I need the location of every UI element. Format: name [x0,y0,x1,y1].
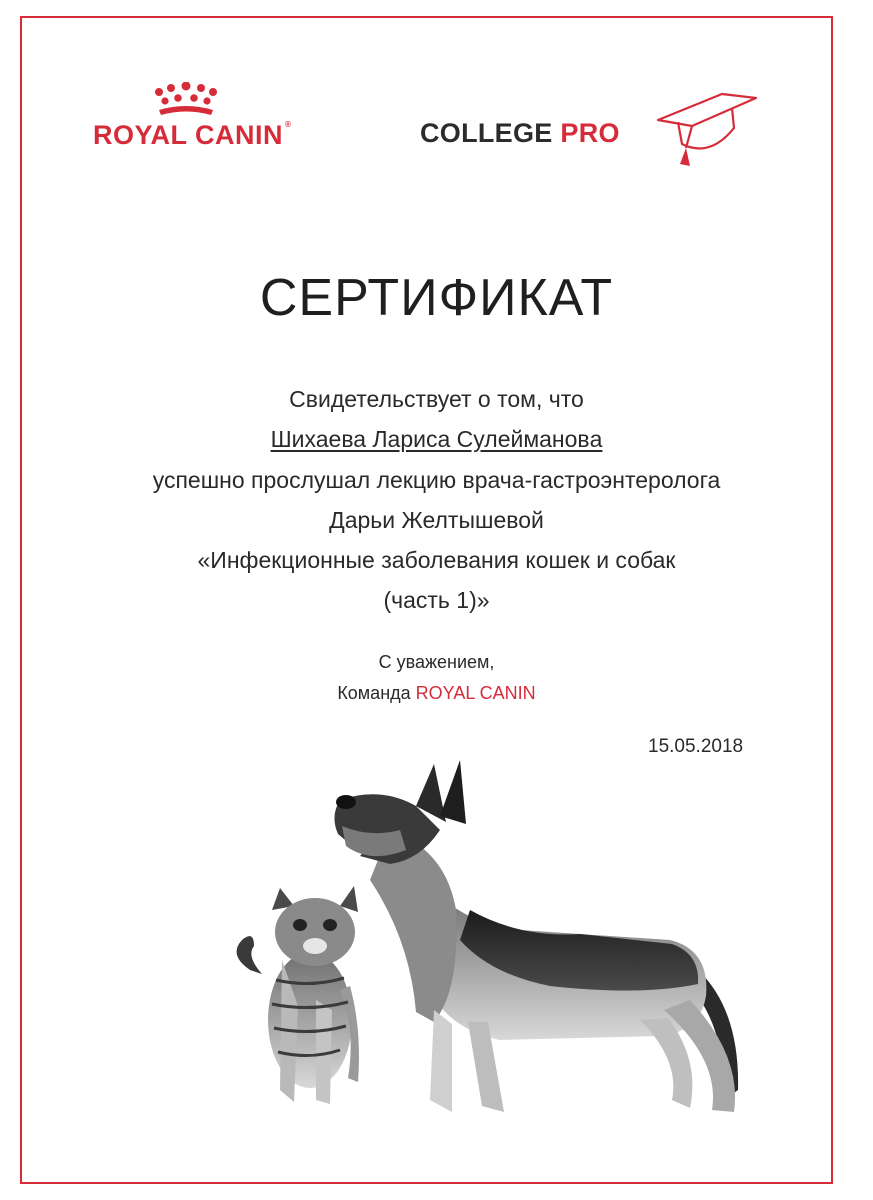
crown-icon [151,82,221,116]
cat-and-dog-illustration [220,760,780,1130]
lecture-text: успешно прослушал лекцию врача-гастроэнтеролога [152,467,721,493]
attestation-text: Свидетельствует о том, что [289,386,584,412]
lecturer-name: Дарьи Желтышевой [329,507,544,533]
recipient-name: Шихаева Лариса Сулеймановa [270,426,603,452]
cat-figure [237,886,359,1104]
course-title-line1: «Инфекционные заболевания кошек и собак [197,547,676,573]
royal-canin-logo [93,82,293,152]
college-pro-wordmark: COLLEGE PRO [420,118,620,148]
royal-canin-wordmark: ROYAL CANIN ® [93,120,292,150]
team-signature: Команда ROYAL CANIN [337,683,536,703]
college-pro-logo [420,88,760,168]
graduation-cap-icon [652,88,762,170]
certificate-title: СЕРТИФИКАТ [259,269,614,327]
dog-figure [334,760,738,1112]
course-title-line2: (часть 1)» [383,587,490,613]
regards-text: С уважением, [378,652,495,672]
certificate-date: 15.05.2018 [648,736,744,757]
